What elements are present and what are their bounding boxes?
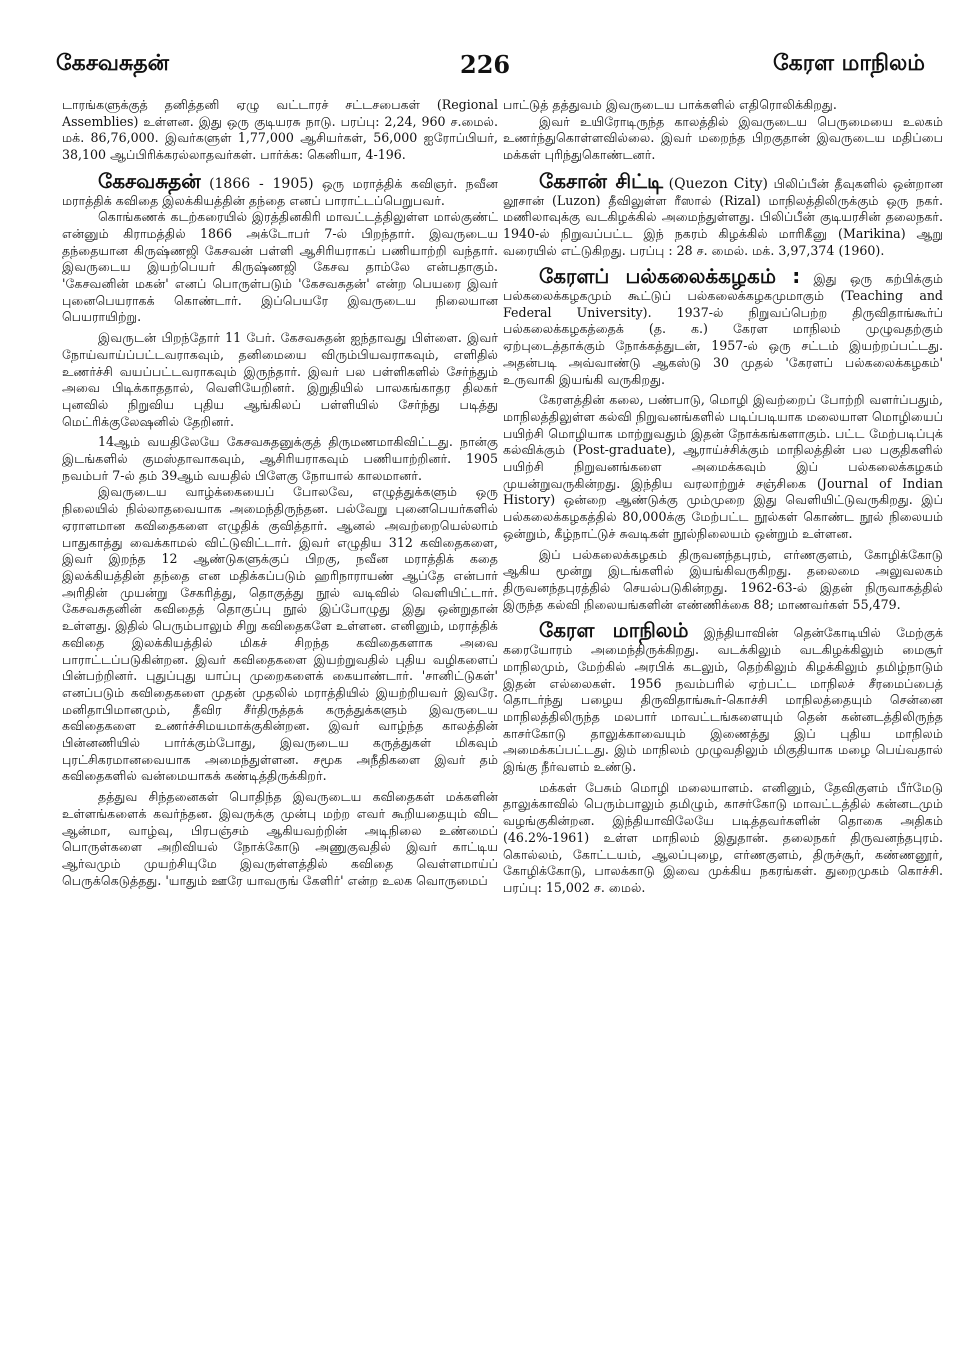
entry-paragraph: தத்துவ சிந்தனைகள் பொதிந்த இவருடைய கவிதைகள் மக்களின் உள்ளங்களைக் கவர்ந்தன. இவருக்கு முன்பு மற்ற எவர் கூறியதையும் விட ஆன்மா, வாழ்வு, பிரபஞ்சம் ஆகியவற்றின் அடிநிலை உண்மைப் பொருள்களை அறிவியல் நோக்கோடு அணுகுவதில் இவர் காட்டிய ஆர்வமும் முயற்சியுமே இவருள்ளத்தில் கவிதை வெள்ளமாய்ப் பெருக்கெடுத்தது. 'யாதும் ஊரே யாவருங் கேளிர்' என்ற உலக வொருமைப்	[62, 789, 498, 888]
entry-quezon-city	[503, 170, 943, 260]
running-head-right: கேரள மாநிலம்	[773, 50, 925, 76]
entry-kerala-state	[503, 619, 943, 896]
entry-paragraph: கேரளத்தின் கலை, பண்பாடு, மொழி இவற்றைப் போற்றி வளர்ப்பதும், மாநிலத்திலுள்ள கல்வி நிறுவனங்களில் படிப்படியாக மலையாள மொழியைப் பயிற்சி மொழியாக மாற்றுவதும் இதன் நோக்கங்களாகும். பட்ட மேற்படிப்புக் கல்விக்கும் (Post-graduate), ஆராய்ச்சிக்கும் மாநிலத்தின் பல பகுதிகளில் பயிற்சி நிறுவனங்களை அமைக்கவும் இப் பல்கலைக்கழகம் முயன்றுவருகின்றது. இந்திய வரலாற்றுச் சஞ்சிகை (Journal of Indian History) ஒன்றை ஆண்டுக்கு மும்முறை இது வெளியிட்டுவருகிறது. இப் பல்கலைக்கழகத்தில் 80,000க்கு மேற்பட்ட நூல்கள் கொண்ட நூல் நிலையம் ஒன்றும், கீழ்நாட்டுச் சுவடிகள் நூல்நிலையம் ஒன்றும் உள்ளன.	[503, 392, 943, 541]
entry-kesavasuthan	[62, 170, 498, 890]
entry-paragraph: கொங்கணக் கடற்கரையில் இரத்தினகிரி மாவட்டத்திலுள்ள மால்குண்ட் என்னும் கிராமத்தில் 1866 அக்டோபர் 7-ல் பிறந்தார். இவருடைய தந்தையான கிருஷ்ணஜி கேசவன் பள்ளி ஆசிரியராகப் பணியாற்றி வந்தார். இவருடைய இயற்பெயர் கிருஷ்ணஜி கேசவ தாம்லே என்பதாகும். 'கேசவனின் மகன்' எனப் பொருள்படும் 'கேசவசுதன்' என்ற பெயரை இவர் புனைபெயராகக் கொண்டார். இப்பெயரே இவருடைய நிலையான பெயராயிற்று.	[62, 209, 498, 325]
entry-heading: கேரளப் பல்கலைக்கழகம் :	[539, 264, 801, 289]
entry-kerala-university	[503, 265, 943, 613]
entry-intro: பிலிப்பீன் தீவுகளில் ஒன்றான லூசான் (Luzon) தீவிலுள்ள ரீஸால் (Rizal) மாநிலத்திலிருக்கும் ஒரு நகர். மணிலாவுக்கு வடகிழக்கில் அமைந்துள்ளது. பிலிப்பீன் குடியரசின் தலைநகர். 1940-ல் நிறுவப்பட்ட இந் நகரம் கிழக்கில் மாரிகீனு (Marikina) ஆறு வரையில் எட்டுகிறது. பரப்பு : 28 ச. மைல். மக். 3,97,374 (1960).	[503, 175, 943, 258]
continued-paragraph: இவர் உயிரோடிருந்த காலத்தில் இவருடைய பெருமையை உலகம் உணர்ந்துகொள்ளவில்லை. இவர் மறைந்த பிறகுதான் இவருடைய மதிப்பை மக்கள் புரிந்துகொண்டனர்.	[503, 113, 943, 163]
entry-heading: கேசான் சிட்டி	[539, 168, 664, 193]
running-head-left: கேசவசுதன்	[56, 50, 169, 76]
continued-paragraph: டாரங்களுக்குத் தனித்தனி ஏழு வட்டாரச் சட்டசபைகள் (Regional Assemblies) உள்ளன. இது ஒரு குடியரசு நாடு. பரப்பு: 2,24, 960 ச.மைல். மக். 86,76,000. இவர்களுள் 1,77,000 ஆசியர்கள், 56,000 ஐரோப்பியர், 38,100 ஆப்பிரிக்கரல்லாதவர்கள். பார்க்க: கெனியா, 4-196.	[62, 97, 498, 163]
entry-latin-name: (Quezon City)	[668, 175, 768, 192]
entry-intro: ஒரு மராத்திக் கவிஞர். நவீன மராத்திக் கவிதை இலக்கியத்தின் தந்தை எனப் பாராட்டப்பெறுபவர்.	[62, 175, 498, 208]
entry-paragraph: மக்கள் பேசும் மொழி மலையாளம். எனினும், தேவிகுளம் பீர்மேடு தாலுக்காவில் பெரும்பாலும் தமிழும், காசர்கோடு மாவட்டத்தில் கன்னடமும் வழங்குகின்றன. இந்தியாவிலேயே படித்தவர்களின் தொகை அதிகம் (46.2%-1961) உள்ள மாநிலம் இதுதான். தலைநகர் திருவனந்தபுரம். கொல்லம், கோட்டயம், ஆலப்புழை, எர்ணகுளம், திருச்சூர், கண்ணனூர், கோழிக்கோடு, பாலக்காடு இவை முக்கிய நகரங்கள். துறைமுகம் கொச்சி. பரப்பு: 15,002 ச. மைல்.	[503, 779, 943, 895]
entry-dates: (1866 - 1905)	[209, 175, 314, 192]
entry-heading: கேரள மாநிலம்	[539, 618, 689, 643]
left-column	[62, 97, 498, 889]
entry-intro: இந்தியாவின் தென்கோடியில் மேற்குக் கரையோரம் அமைந்திருக்கிறது. வடக்கிலும் வடகிழக்கிலும் மைசூர் மாநிலமும், மேற்கில் அரபிக் கடலும், தெற்கிலும் கிழக்கிலும் தமிழ்நாடும் இதன் எல்லைகள். 1956 நவம்பரில் ஏற்பட்ட மாநிலச் சீரமைப்பைத் தொடர்ந்து பழைய திருவிதாங்கூர்-கொச்சி மாநிலத்தையும் சென்னை மாநிலத்திலிருந்த மலபார் மாவட்டங்களையும் தென் கன்னடத்திலிருந்த காசர்கோடு தாலுக்காவையும் இணைத்து இப் புதிய மாநிலம் அமைக்கப்பட்டது. இம் மாநிலம் முழுவதிலும் மிகுதியாக மழை பெய்வதால் இங்கு நீர்வளம் உண்டு.	[503, 625, 943, 775]
entry-heading: கேசவசுதன்	[98, 168, 201, 193]
entry-paragraph: இவருடைய வாழ்க்கையைப் போலவே, எழுத்துக்களும் ஒரு நிலையில் நில்லாதவையாக அமைந்திருந்தன. பல்வேறு புனைபெயர்களில் ஏராளமான கவிதைகளை எழுதிக் குவித்தார். ஆனல் அவற்றையெல்லாம் பாதுகாத்து வைக்காமல் விட்டுவிட்டார். இவர் எழுதிய 312 கவிதைகளை, இவர் இறந்த 12 ஆண்டுகளுக்குப் பிறகு, நவீன மராத்திக் கதை இலக்கியத்தின் தந்தை என மதிக்கப்படும் ஹரிநாராயண் ஆப்தே என்பார் அரிதின் முயன்று சேகரித்து, தொகுத்து நூல் வடிவில் வெளியிட்டார். கேசவசுதனின் கவிதைத் தொகுப்பு நூல் இப்போழுது இது ஒன்றுதான் உள்ளது. இதில் பெரும்பாலும் சிறு கவிதைகளே உள்ளன. எனினும், மராத்திக் கவிதை இலக்கியத்தில் மிகச் சிறந்த கவிதைகளாக அவை பாராட்டப்படுகின்றன. இவர் கவிதைகளை இயற்றுவதில் புதிய வழிகளைப் பின்பற்றினர். புதுப்புது யாப்பு முறைகளைக் கையாண்டார். 'சானிட்டுகள்' எனப்படும் கவிதைகளை முதன் முதலில் மராத்தியில் இயற்றியவர் இவரே. மனிதாபிமானமும், தீவிர சீர்திருத்தக் கருத்துக்களும் இவருடைய கவிதைகளை உணர்ச்சிமயமாக்குகின்றன. இவர் வாழ்ந்த காலத்தின் பின்னணியில் பார்க்கும்போது, இவருடைய கருத்துகள் மிகவும் புரட்சிகரமானவையாக அமைந்துள்ளன. சமூக அநீதிகளை இவர் தம் கவிதைகளில் வன்மையாகக் கண்டித்திருக்கிறர்.	[62, 484, 498, 784]
entry-paragraph: இவருடன் பிறந்தோர் 11 பேர். கேசவசுதன் ஐந்தாவது பிள்ளை. இவர் நோய்வாய்ப்பட்டவராகவும், தனிமையை விரும்பியவராகவும், எளிதில் உணர்ச்சி வயப்பட்டவராகவும் இருந்தார். இவர் பல பள்ளிகளில் சேர்ந்தும் அவை பிடிக்காததால், வெளியேறினர். இறுதியில் பாலகங்காதர திலகர் புனவில் நிறுவிய புதிய ஆங்கிலப் பள்ளியில் சேர்ந்து படித்து மெட்ரிக்குலேஷனில் தேறினர்.	[62, 330, 498, 429]
entry-intro: இது ஒரு கற்பிக்கும் பல்கலைக்கழகமும் கூட்டுப் பல்கலைக்கழகமுமாகும் (Teaching and Federal University). 1937-ல் நிறுவப்பெற்ற திருவிதாங்கூர்ப் பல்கலைக்கழகத்தைக் (த. க.) கேரள மாநிலம் முழுவதற்கும் ஏற்புடைத்தாக்கும் நோக்கத்துடன், 1957-ல் ஒரு சட்டம் இயற்றப்பட்டது. அதன்படி அவ்வாண்டு ஆகஸ்டு 30 முதல் 'கேரளப் பல்கலைக்கழகம்' உருவாகி இயங்கி வருகிறது.	[503, 271, 943, 387]
right-column	[503, 97, 943, 897]
page-number: 226	[460, 50, 511, 79]
continued-paragraph: பாட்டுத் தத்துவம் இவருடைய பாக்களில் எதிரொலிக்கிறது.	[503, 97, 837, 112]
entry-paragraph: 14ஆம் வயதிலேயே கேசவசுதனுக்குத் திருமணமாகிவிட்டது. நான்கு இடங்களில் குமஸ்தாவாகவும், ஆசிரியராகவும் பணியாற்றினர். 1905 நவம்பர் 7-ல் தம் 39ஆம் வயதில் பிளேகு நோயால் காலமானர்.	[62, 434, 498, 483]
entry-paragraph: இப் பல்கலைக்கழகம் திருவனந்தபுரம், எர்ணகுளம், கோழிக்கோடு ஆகிய மூன்று இடங்களில் இயங்கிவருகிறது. தலைமை அலுவலகம் திருவனந்தபுரத்தில் செயல்படுகின்றது. 1962-63-ல் இதன் நிருவாகத்தில் இருந்த கல்வி நிலையங்களின் எண்ணிக்கை 88; மாணவர்கள் 55,479.	[503, 546, 943, 612]
